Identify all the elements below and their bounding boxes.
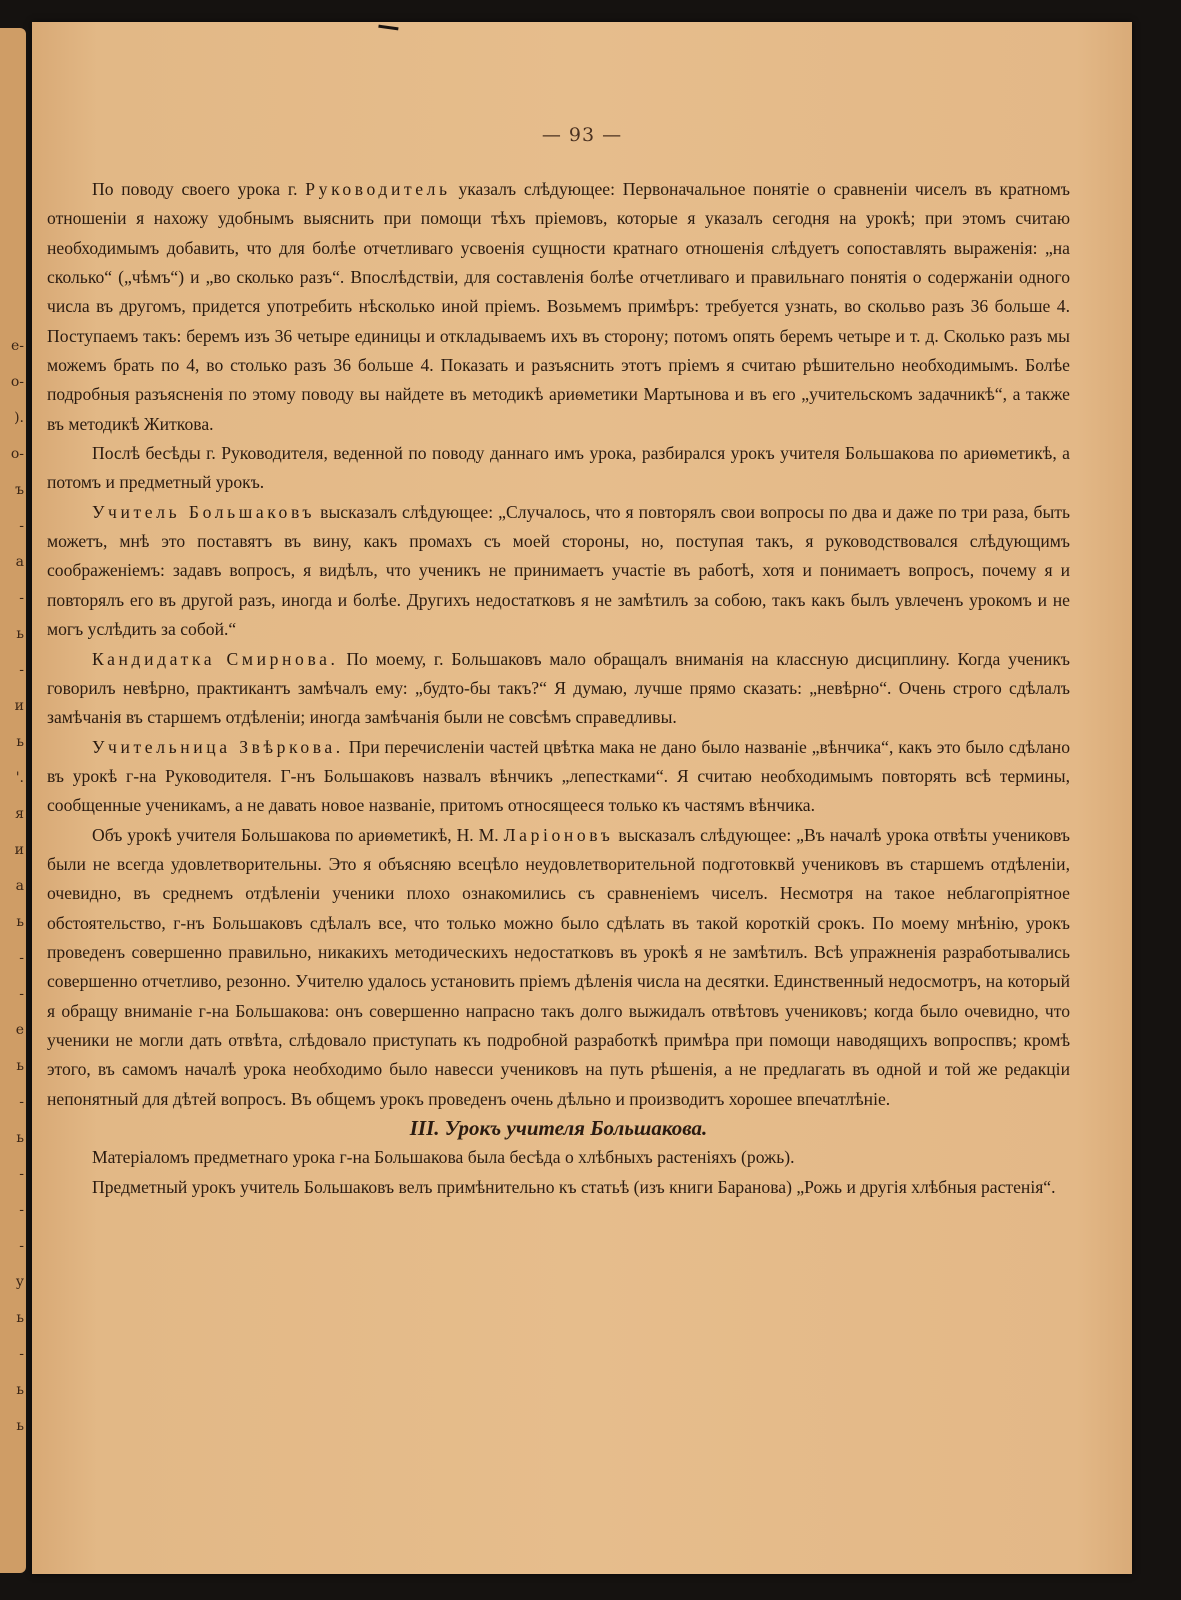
previous-page-letter: - [19, 1346, 24, 1362]
previous-page-letter: у [15, 1274, 24, 1290]
paragraph-7: Матеріаломъ предметнаго урока г-на Большакова была бесѣда о хлѣбныхъ растеніяхъ (рожь). [92, 1147, 795, 1168]
paragraph-5: Учительница Звѣркова. При перечисленіи частей цвѣтка мака не дано было названіе „вѣнчика“, какъ это было сдѣлано въ урокѣ г-на Руководителя. Г-нъ Большаковъ назвалъ вѣнчикъ „лепестками“. Я считаю необходимымъ повторять всѣ термины, сообщенные ученикамъ, а не давать новое названіе, притомъ относящееся только къ частямъ вѣнчика. [47, 736, 1070, 816]
speaker-name: Кандидатка Смирнова. [92, 648, 339, 669]
book-page [32, 22, 1132, 1574]
page-corner-mark [377, 25, 398, 37]
paragraph-3: Учитель Большаковъ высказалъ слѣдующее: „Случалось, что я повторялъ свои вопросы по два и даже по три раза, быть можетъ, мнѣ это поставятъ въ вину, какъ промахъ съ моей стороны, но, поступая такъ, я руководствовался слѣдующимъ соображеніемъ: задавъ вопросъ, я видѣлъ, что ученикъ не принимаетъ участіе въ работѣ, хотя и понимаетъ вопросъ, почему я и повторялъ его въ другой разъ, иногда и болѣе. Другихъ недостатковъ я не замѣтилъ за собою, такъ какъ былъ увлеченъ урокомъ и не могъ услѣдить за собой.“ [47, 501, 1071, 640]
previous-page-letter: - [19, 950, 24, 966]
previous-page-letter: ь [16, 626, 24, 642]
paragraph-4: Кандидатка Смирнова. По моему, г. Большаковъ мало обращалъ вниманія на классную дисциплину. Когда ученикъ говорилъ невѣрно, практикантъ замѣчалъ ему: „будто-бы такъ?“ Я думаю, лучше прямо сказать: „невѣрно“. Очень строго сдѣлалъ замѣчанія въ старшемъ отдѣленіи; иногда замѣчанія были не совсѣмъ справедливы. [47, 648, 1070, 728]
speaker-name: Руководитель [305, 179, 451, 199]
previous-page-letter: - [19, 590, 24, 606]
previous-page-letter: и [14, 842, 24, 858]
previous-page-letter: - [19, 1202, 24, 1218]
previous-page-letter: е [15, 1022, 24, 1038]
previous-page-letter: ь [16, 914, 24, 930]
previous-page-letter: ь [16, 734, 24, 750]
previous-page-letter: о- [10, 446, 24, 462]
previous-page-letter: ь [16, 1382, 24, 1398]
previous-page-letter: ь [16, 1418, 24, 1434]
previous-page-letter: - [19, 1094, 24, 1110]
previous-page-letter: '. [15, 770, 24, 786]
paragraph-2: Послѣ бесѣды г. Руководителя, веденной по поводу даннаго имъ урока, разбирался урокъ учителя Большакова по ариѳметикѣ, а потомъ и предметный урокъ. [47, 443, 1070, 493]
previous-page-letter: - [19, 1238, 24, 1254]
section-heading: III. Урокъ учителя Большакова. [409, 1116, 708, 1140]
previous-page-letter: ). [14, 410, 24, 426]
previous-page-letter: ь [16, 1130, 24, 1146]
previous-page-letter: о- [10, 374, 24, 390]
previous-page-letter: а [15, 554, 24, 570]
previous-page-edge [0, 28, 26, 1573]
previous-page-letter: а [15, 878, 24, 894]
page-body [47, 175, 1070, 1202]
speaker-name: Ларіоновъ [503, 824, 614, 845]
previous-page-letter: ъ [15, 482, 24, 498]
paragraph-6: Объ урокѣ учителя Большакова по ариѳметикѣ, Н. М. Ларіоновъ высказалъ слѣдующее: „Въ началѣ урока отвѣты учениковъ были не всегда удовлетворительны. Это я объясняю всецѣло неудовлетворительной подготовквй учениковъ въ старшемъ отдѣленіи, очевидно, въ среднемъ отдѣленіи ученики плохо ознакомились съ сравненіемъ чиселъ. Несмотря на такое неблагопріятное обстоятельство, г-нъ Большаковъ сдѣлалъ все, что только можно было сдѣлать въ такой короткій срокъ. По моему мнѣнію, урокъ проведенъ совершенно правильно, никакихъ методическихъ недостатковъ въ урокѣ я не замѣтилъ. Всѣ упражненія разработывались совершенно отчетливо, резонно. Учителю удалось установить пріемъ дѣленія числа на десятки. Единственный недосмотръ, на который я обращу вниманіе г-на Большакова: онъ совершенно напрасно такъ долго выжидалъ отвѣтовъ учениковъ; когда было очевидно, что ученики не могли дать отвѣта, слѣдовало приступать къ подробной разработкѣ примѣра при помощи наводящихъ вопроспвъ; кромѣ этого, въ самомъ началѣ урока необходимо было навесси учениковъ на путь рѣшенія, а не предлагать въ одной и той же редакціи непонятный для дѣтей вопросъ. Въ общемъ урокъ проведенъ очень дѣльно и производитъ хорошее впечатлѣніе. [47, 824, 1071, 1109]
previous-page-letter: е- [10, 338, 24, 354]
previous-page-letter: ь [16, 1310, 24, 1326]
previous-page-letter: - [19, 518, 24, 534]
previous-page-letter: - [19, 662, 24, 678]
previous-page-letter: - [19, 986, 24, 1002]
previous-page-letter: и [14, 698, 24, 714]
speaker-name: Учительница Звѣркова. [92, 736, 344, 757]
speaker-name: Учитель Большаковъ [92, 501, 316, 522]
page-number: — 93 — [541, 124, 623, 146]
previous-page-letter: ь [16, 1058, 24, 1074]
previous-page-letter: - [19, 1166, 24, 1182]
paragraph-1: По поводу своего урока г. Руководитель указалъ слѣдующее: Первоначальное понятіе о сравненіи чиселъ въ кратномъ отношеніи я нахожу удобнымъ выяснить при помощи тѣхъ пріемовъ, которые я указалъ сегодня на урокѣ; при этомъ считаю необходимымъ добавить, что для болѣе отчетливаго усвоенія сущности кратнаго отношенія слѣдуетъ сопоставлять выраженія: „на сколько“ („чѣмъ“) и „во сколько разъ“. Впослѣдствіи, для составленія болѣе отчетливаго и правильнаго понятія о содержаніи одного числа въ другомъ, придется употребить нѣсколько иной пріемъ. Возьмемъ примѣръ: требуется узнать, во скольво разъ 36 больше 4. Поступаемъ такъ: беремъ изъ 36 четыре единицы и откладываемъ ихъ въ сторону; потомъ опять беремъ четыре и т. д. Сколько разъ мы можемъ брать по 4, во столько разъ 36 больше 4. Показать и разъяснить этотъ пріемъ я считаю рѣшительно необходимымъ. Болѣе подробныя разъясненія по этому поводу вы найдете въ методикѣ ариѳметики Мартынова и въ его „учительскомъ задачникѣ“, а также въ методикѣ Житкова. [47, 179, 1070, 434]
paragraph-8: Предметный урокъ учитель Большаковъ велъ примѣнительно къ статьѣ (изъ книги Баранова) „Рожь и другія хлѣбныя растенія“. [92, 1176, 1056, 1197]
previous-page-letter: я [15, 806, 24, 822]
